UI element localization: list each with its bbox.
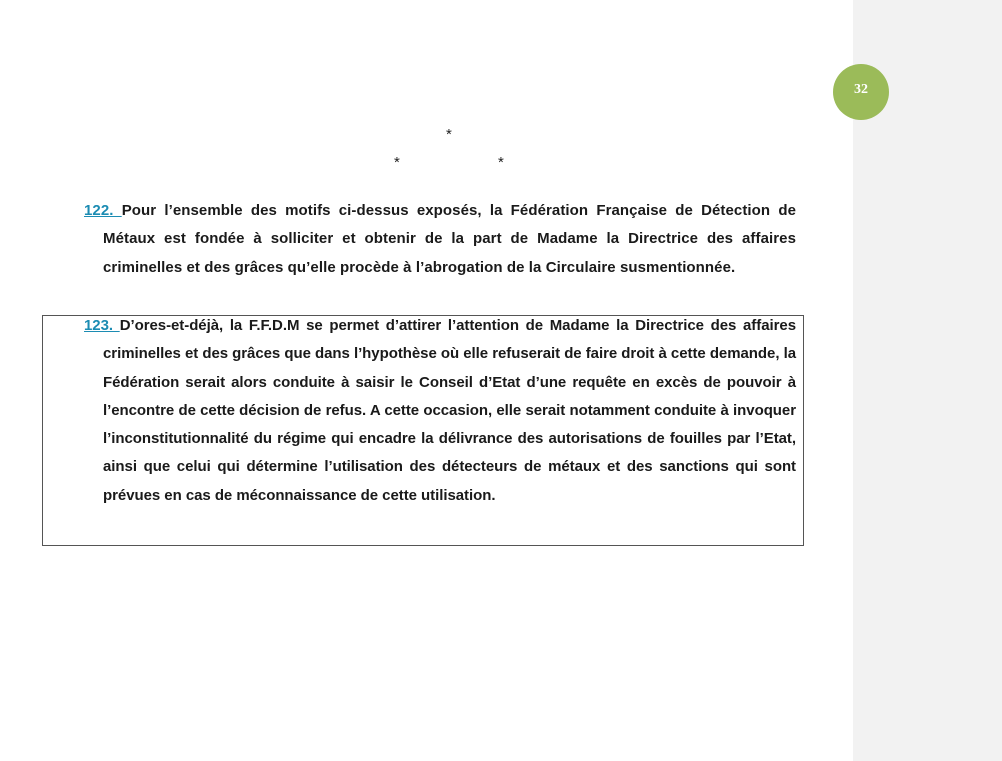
paragraph-text: D’ores-et-déjà, la F.F.D.M se permet d’attirer l’attention de Madame la Directrice des affaires criminelles et des grâces que dans l’hypothèse où elle refuserait de faire droit à cette demande, la Fédération serait alors conduite à saisir le Conseil d’Etat d’une requête en excès de pouvoir à l’encontre de cette décision de refus. A cette occasion, elle serait notamment conduite à invoquer l’inconstitutionnalité du régime qui encadre la délivrance des autorisations de fouilles par l’Etat, ainsi que celui qui détermine l’utilisation des détecteurs de métaux et des sanctions qui sont prévues en cas de méconnaissance de cette utilisation. <box>103 317 796 504</box>
paragraph-122 <box>84 197 796 282</box>
page-number-badge: 32 <box>833 64 889 120</box>
paragraph-123 <box>84 312 796 510</box>
separator-star-right: * <box>498 154 504 171</box>
paragraph-number-link[interactable]: 122. <box>84 202 122 219</box>
separator-star-left: * <box>394 154 400 171</box>
paragraph-text: Pour l’ensemble des motifs ci-dessus exposés, la Fédération Française de Détection de Métaux est fondée à solliciter et obtenir de la part de Madame la Directrice des affaires criminelles et des grâces qu’elle procède à l’abrogation de la Circulaire susmentionnée. <box>103 202 796 276</box>
paragraph-number-link[interactable]: 123. <box>84 317 120 334</box>
separator-star-top: * <box>446 126 452 143</box>
